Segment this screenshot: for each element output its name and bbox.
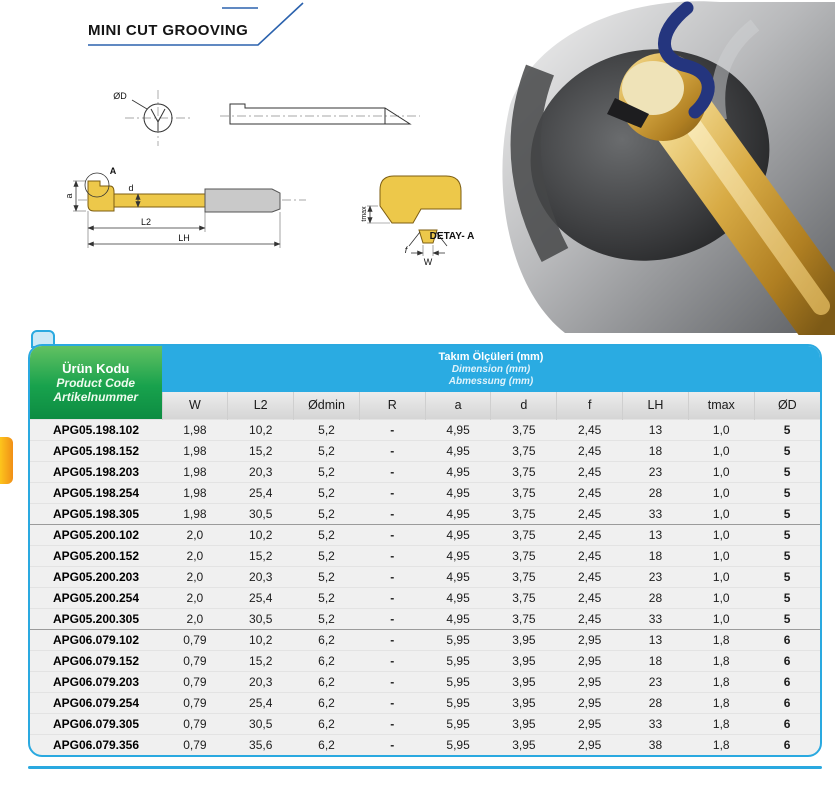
value-cell: 23 bbox=[623, 461, 689, 482]
col-header-r: R bbox=[359, 392, 425, 419]
value-cell: 6 bbox=[754, 650, 820, 671]
d-dim-label: d bbox=[128, 183, 134, 193]
value-cell: 2,45 bbox=[557, 503, 623, 524]
value-cell: 2,45 bbox=[557, 461, 623, 482]
value-cell: - bbox=[359, 461, 425, 482]
dimensions-header-de: Abmessung (mm) bbox=[448, 375, 534, 387]
dimensions-header bbox=[162, 346, 820, 392]
value-cell: 1,8 bbox=[688, 713, 754, 734]
product-code-cell: APG05.200.152 bbox=[30, 545, 162, 566]
value-cell: - bbox=[359, 692, 425, 713]
col-header-tmax: tmax bbox=[688, 392, 754, 419]
col-header-lh: LH bbox=[623, 392, 689, 419]
value-cell: 4,95 bbox=[425, 482, 491, 503]
value-cell: 3,95 bbox=[491, 671, 557, 692]
value-cell: - bbox=[359, 650, 425, 671]
product-code-cell: APG05.198.305 bbox=[30, 503, 162, 524]
value-cell: 1,8 bbox=[688, 734, 754, 755]
value-cell: 1,8 bbox=[688, 629, 754, 650]
value-cell: 0,79 bbox=[162, 671, 228, 692]
value-cell: - bbox=[359, 545, 425, 566]
value-cell: 3,75 bbox=[491, 524, 557, 545]
value-cell: 23 bbox=[623, 671, 689, 692]
value-cell: 33 bbox=[623, 608, 689, 629]
technical-drawings bbox=[40, 78, 480, 313]
product-code-cell: APG06.079.254 bbox=[30, 692, 162, 713]
product-code-cell: APG05.198.254 bbox=[30, 482, 162, 503]
product-code-header-de: Artikelnummer bbox=[53, 389, 139, 404]
value-cell: 4,95 bbox=[425, 461, 491, 482]
product-code-cell: APG05.198.203 bbox=[30, 461, 162, 482]
l2-dim-label: L2 bbox=[140, 217, 152, 227]
table-row bbox=[30, 461, 820, 482]
value-cell: 1,0 bbox=[688, 587, 754, 608]
value-cell: 4,95 bbox=[425, 503, 491, 524]
value-cell: 1,8 bbox=[688, 671, 754, 692]
value-cell: 18 bbox=[623, 650, 689, 671]
value-cell: 3,95 bbox=[491, 713, 557, 734]
dimensions-header-tr: Takım Ölçüleri (mm) bbox=[438, 350, 544, 363]
value-cell: 3,75 bbox=[491, 608, 557, 629]
value-cell: 6,2 bbox=[294, 671, 360, 692]
value-cell: 1,0 bbox=[688, 608, 754, 629]
f-dim-label: f bbox=[404, 245, 408, 255]
value-cell: 1,98 bbox=[162, 461, 228, 482]
value-cell: 30,5 bbox=[228, 608, 294, 629]
value-cell: 1,98 bbox=[162, 482, 228, 503]
table-row bbox=[30, 566, 820, 587]
value-cell: 2,95 bbox=[557, 713, 623, 734]
value-cell: 38 bbox=[623, 734, 689, 755]
value-cell: 30,5 bbox=[228, 713, 294, 734]
value-cell: 2,95 bbox=[557, 671, 623, 692]
col-header-odmin: Ødmin bbox=[294, 392, 360, 419]
value-cell: 4,95 bbox=[425, 608, 491, 629]
value-cell: 2,0 bbox=[162, 587, 228, 608]
value-cell: 20,3 bbox=[228, 671, 294, 692]
value-cell: 5 bbox=[754, 524, 820, 545]
value-cell: 6,2 bbox=[294, 734, 360, 755]
value-cell: 6,2 bbox=[294, 650, 360, 671]
dimensions-header-en: Dimension (mm) bbox=[451, 363, 531, 375]
value-cell: - bbox=[359, 503, 425, 524]
detail-view-title: DETAY- A bbox=[429, 231, 475, 242]
product-code-cell: APG05.200.254 bbox=[30, 587, 162, 608]
value-cell: 1,0 bbox=[688, 440, 754, 461]
value-cell: 15,2 bbox=[228, 545, 294, 566]
value-cell: 6 bbox=[754, 713, 820, 734]
col-header-d: d bbox=[491, 392, 557, 419]
value-cell: 23 bbox=[623, 566, 689, 587]
od-dim-label: ØD bbox=[113, 91, 127, 101]
value-cell: 2,95 bbox=[557, 650, 623, 671]
value-cell: - bbox=[359, 482, 425, 503]
value-cell: 1,0 bbox=[688, 461, 754, 482]
side-view bbox=[220, 104, 420, 124]
product-table bbox=[28, 344, 822, 757]
lh-dim-label: LH bbox=[178, 233, 190, 243]
value-cell: 1,0 bbox=[688, 482, 754, 503]
value-cell: 6 bbox=[754, 629, 820, 650]
value-cell: 4,95 bbox=[425, 587, 491, 608]
value-cell: 1,0 bbox=[688, 419, 754, 440]
value-cell: 5,2 bbox=[294, 419, 360, 440]
value-cell: 2,45 bbox=[557, 608, 623, 629]
value-cell: 4,95 bbox=[425, 440, 491, 461]
value-cell: 13 bbox=[623, 629, 689, 650]
value-cell: 35,6 bbox=[228, 734, 294, 755]
product-code-cell: APG06.079.203 bbox=[30, 671, 162, 692]
table-row bbox=[30, 440, 820, 461]
value-cell: 33 bbox=[623, 503, 689, 524]
value-cell: 18 bbox=[623, 440, 689, 461]
table-body bbox=[30, 419, 820, 755]
value-cell: 5,2 bbox=[294, 545, 360, 566]
value-cell: 5,2 bbox=[294, 566, 360, 587]
value-cell: 10,2 bbox=[228, 419, 294, 440]
table-row bbox=[30, 650, 820, 671]
w-dim-label: W bbox=[423, 257, 433, 267]
value-cell: 2,45 bbox=[557, 419, 623, 440]
value-cell: 4,95 bbox=[425, 545, 491, 566]
value-cell: 6 bbox=[754, 734, 820, 755]
value-cell: 5 bbox=[754, 545, 820, 566]
product-code-cell: APG06.079.356 bbox=[30, 734, 162, 755]
value-cell: - bbox=[359, 608, 425, 629]
insert-profile-drawing bbox=[380, 176, 461, 223]
value-cell: 1,98 bbox=[162, 503, 228, 524]
value-cell: 5 bbox=[754, 566, 820, 587]
tool-neck-drawing bbox=[114, 194, 205, 207]
value-cell: 4,95 bbox=[425, 419, 491, 440]
product-code-header-tr: Ürün Kodu bbox=[62, 360, 130, 376]
value-cell: - bbox=[359, 419, 425, 440]
value-cell: 2,45 bbox=[557, 587, 623, 608]
value-cell: - bbox=[359, 566, 425, 587]
value-cell: 6 bbox=[754, 671, 820, 692]
product-table-grid bbox=[30, 346, 820, 755]
col-header-l2: L2 bbox=[228, 392, 294, 419]
table-row bbox=[30, 734, 820, 755]
value-cell: 4,95 bbox=[425, 566, 491, 587]
value-cell: 5 bbox=[754, 608, 820, 629]
value-cell: 28 bbox=[623, 692, 689, 713]
page-index-tab bbox=[0, 437, 13, 484]
page-title: MINI CUT GROOVING bbox=[88, 22, 249, 39]
product-code-cell: APG05.200.203 bbox=[30, 566, 162, 587]
value-cell: 3,95 bbox=[491, 692, 557, 713]
value-cell: - bbox=[359, 734, 425, 755]
value-cell: - bbox=[359, 713, 425, 734]
value-cell: 1,8 bbox=[688, 692, 754, 713]
value-cell: 6,2 bbox=[294, 692, 360, 713]
value-cell: - bbox=[359, 587, 425, 608]
table-row bbox=[30, 419, 820, 440]
col-header-w: W bbox=[162, 392, 228, 419]
value-cell: 20,3 bbox=[228, 461, 294, 482]
value-cell: 3,75 bbox=[491, 482, 557, 503]
value-cell: 5,95 bbox=[425, 692, 491, 713]
value-cell: 3,75 bbox=[491, 566, 557, 587]
col-header-a: a bbox=[425, 392, 491, 419]
value-cell: 18 bbox=[623, 545, 689, 566]
value-cell: 2,95 bbox=[557, 692, 623, 713]
value-cell: 2,95 bbox=[557, 629, 623, 650]
value-cell: 0,79 bbox=[162, 713, 228, 734]
value-cell: 3,75 bbox=[491, 461, 557, 482]
value-cell: 3,95 bbox=[491, 650, 557, 671]
table-row bbox=[30, 671, 820, 692]
value-cell: 2,45 bbox=[557, 440, 623, 461]
value-cell: - bbox=[359, 671, 425, 692]
value-cell: 3,95 bbox=[491, 629, 557, 650]
value-cell: 2,45 bbox=[557, 545, 623, 566]
a-dim-label: a bbox=[64, 193, 74, 199]
table-row bbox=[30, 482, 820, 503]
value-cell: 30,5 bbox=[228, 503, 294, 524]
value-cell: 5,95 bbox=[425, 734, 491, 755]
value-cell: 0,79 bbox=[162, 734, 228, 755]
product-code-cell: APG05.198.102 bbox=[30, 419, 162, 440]
value-cell: 6,2 bbox=[294, 713, 360, 734]
value-cell: 5,2 bbox=[294, 461, 360, 482]
value-cell: 0,79 bbox=[162, 650, 228, 671]
value-cell: 3,75 bbox=[491, 440, 557, 461]
value-cell: 3,75 bbox=[491, 419, 557, 440]
product-code-header bbox=[30, 346, 162, 419]
value-cell: 6,2 bbox=[294, 629, 360, 650]
value-cell: 1,98 bbox=[162, 440, 228, 461]
table-row bbox=[30, 587, 820, 608]
table-row bbox=[30, 524, 820, 545]
value-cell: - bbox=[359, 524, 425, 545]
value-cell: 13 bbox=[623, 524, 689, 545]
value-cell: 33 bbox=[623, 713, 689, 734]
value-cell: - bbox=[359, 629, 425, 650]
value-cell: 1,0 bbox=[688, 524, 754, 545]
value-cell: 5 bbox=[754, 587, 820, 608]
value-cell: 6 bbox=[754, 692, 820, 713]
table-row bbox=[30, 629, 820, 650]
value-cell: 1,0 bbox=[688, 545, 754, 566]
value-cell: 3,75 bbox=[491, 503, 557, 524]
value-cell: 4,95 bbox=[425, 524, 491, 545]
value-cell: 15,2 bbox=[228, 650, 294, 671]
table-row bbox=[30, 608, 820, 629]
value-cell: 28 bbox=[623, 587, 689, 608]
value-cell: 5,95 bbox=[425, 650, 491, 671]
value-cell: 2,45 bbox=[557, 482, 623, 503]
value-cell: 1,98 bbox=[162, 419, 228, 440]
value-cell: 1,0 bbox=[688, 566, 754, 587]
product-code-cell: APG06.079.305 bbox=[30, 713, 162, 734]
table-row bbox=[30, 545, 820, 566]
detail-callout-label: A bbox=[109, 166, 117, 176]
value-cell: 2,0 bbox=[162, 566, 228, 587]
value-cell: 2,45 bbox=[557, 524, 623, 545]
value-cell: 13 bbox=[623, 419, 689, 440]
value-cell: 0,79 bbox=[162, 692, 228, 713]
value-cell: 5,95 bbox=[425, 713, 491, 734]
value-cell: 5 bbox=[754, 482, 820, 503]
value-cell: 25,4 bbox=[228, 587, 294, 608]
value-cell: 5 bbox=[754, 503, 820, 524]
product-code-header-en: Product Code bbox=[56, 375, 136, 390]
value-cell: 10,2 bbox=[228, 524, 294, 545]
value-cell: 2,0 bbox=[162, 608, 228, 629]
value-cell: 2,0 bbox=[162, 545, 228, 566]
table-row bbox=[30, 692, 820, 713]
table-row bbox=[30, 503, 820, 524]
front-view bbox=[113, 90, 190, 146]
value-cell: 5,95 bbox=[425, 671, 491, 692]
value-cell: 5,2 bbox=[294, 440, 360, 461]
table-row bbox=[30, 713, 820, 734]
value-cell: 25,4 bbox=[228, 692, 294, 713]
value-cell: 5,2 bbox=[294, 503, 360, 524]
value-cell: 5,2 bbox=[294, 524, 360, 545]
value-cell: 5 bbox=[754, 419, 820, 440]
product-code-cell: APG05.200.305 bbox=[30, 608, 162, 629]
product-code-cell: APG06.079.152 bbox=[30, 650, 162, 671]
value-cell: 5,2 bbox=[294, 608, 360, 629]
tmax-dim-label: tmax bbox=[361, 206, 368, 222]
value-cell: 28 bbox=[623, 482, 689, 503]
value-cell: 0,79 bbox=[162, 629, 228, 650]
value-cell: 5,2 bbox=[294, 587, 360, 608]
value-cell: 3,75 bbox=[491, 545, 557, 566]
value-cell: 5,95 bbox=[425, 629, 491, 650]
tool-shank-drawing bbox=[205, 189, 280, 212]
value-cell: 2,45 bbox=[557, 566, 623, 587]
value-cell: 1,0 bbox=[688, 503, 754, 524]
value-cell: 5 bbox=[754, 461, 820, 482]
value-cell: 1,8 bbox=[688, 650, 754, 671]
col-header-od: ØD bbox=[754, 392, 820, 419]
value-cell: 10,2 bbox=[228, 629, 294, 650]
value-cell: 2,95 bbox=[557, 734, 623, 755]
value-cell: 3,75 bbox=[491, 587, 557, 608]
product-code-cell: APG05.198.152 bbox=[30, 440, 162, 461]
col-header-f: f bbox=[557, 392, 623, 419]
bottom-divider bbox=[28, 766, 822, 769]
value-cell: 5,2 bbox=[294, 482, 360, 503]
value-cell: 15,2 bbox=[228, 440, 294, 461]
product-code-cell: APG05.200.102 bbox=[30, 524, 162, 545]
value-cell: 5 bbox=[754, 440, 820, 461]
product-code-cell: APG06.079.102 bbox=[30, 629, 162, 650]
value-cell: 3,95 bbox=[491, 734, 557, 755]
dimensioned-view bbox=[64, 166, 306, 248]
tool-photo bbox=[455, 0, 835, 335]
value-cell: 2,0 bbox=[162, 524, 228, 545]
value-cell: 20,3 bbox=[228, 566, 294, 587]
value-cell: 25,4 bbox=[228, 482, 294, 503]
value-cell: - bbox=[359, 440, 425, 461]
